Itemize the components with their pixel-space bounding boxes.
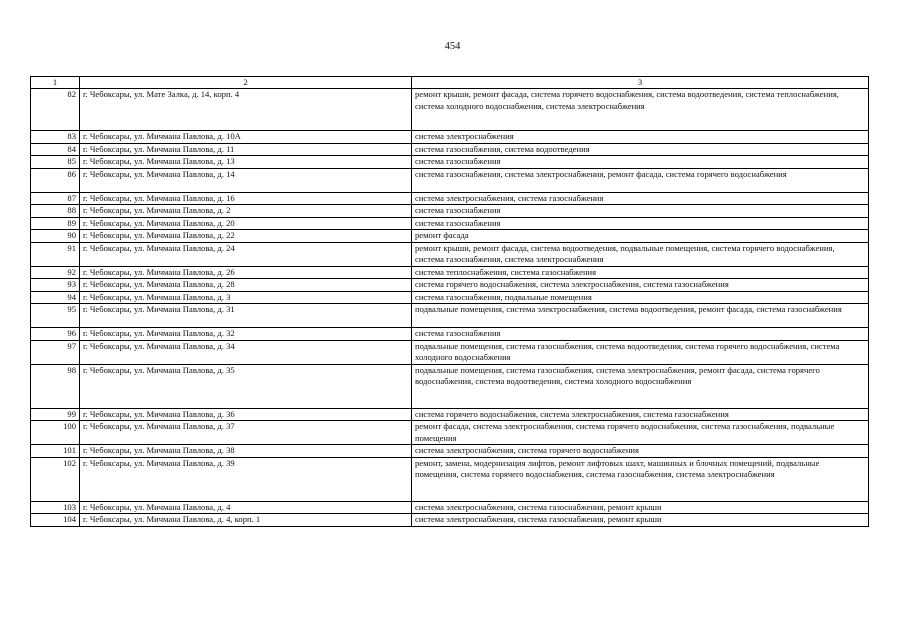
row-number-cell: 83 — [31, 131, 80, 144]
address-cell: г. Чебоксары, ул. Мичмана Павлова, д. 35 — [80, 364, 412, 408]
address-cell: г. Чебоксары, ул. Мичмана Павлова, д. 13 — [80, 156, 412, 169]
table-row — [31, 230, 869, 243]
row-number-cell: 99 — [31, 408, 80, 421]
address-cell: г. Чебоксары, ул. Мичмана Павлова, д. 10А — [80, 131, 412, 144]
works-cell: подвальные помещения, система электроснабжения, система водоотведения, ремонт фасада, система газоснабжения — [412, 304, 869, 328]
column-header-number: 1 — [31, 77, 80, 89]
works-cell: система электроснабжения — [412, 131, 869, 144]
table-row — [31, 242, 869, 266]
works-cell: ремонт крыши, ремонт фасада, система горячего водоснабжения, система водоотведения, система теплоснабжения, система холодного водоснабжения, система электроснабжения — [412, 89, 869, 131]
works-cell: ремонт, замена, модернизация лифтов, ремонт лифтовых шахт, машинных и блочных помещений, подвальные помещения, система горячего водоснабжения, система газоснабжения, система электроснабжения — [412, 457, 869, 501]
row-number-cell: 98 — [31, 364, 80, 408]
row-number-cell: 92 — [31, 266, 80, 279]
works-cell: система теплоснабжения, система газоснабжения — [412, 266, 869, 279]
table-row — [31, 514, 869, 527]
address-cell: г. Чебоксары, ул. Мичмана Павлова, д. 14 — [80, 168, 412, 192]
address-cell: г. Чебоксары, ул. Мате Залка, д. 14, корп. 4 — [80, 89, 412, 131]
row-number-cell: 87 — [31, 192, 80, 205]
row-number-cell: 103 — [31, 501, 80, 514]
works-cell: система газоснабжения, система водоотведения — [412, 143, 869, 156]
address-cell: г. Чебоксары, ул. Мичмана Павлова, д. 32 — [80, 328, 412, 341]
works-cell: ремонт крыши, ремонт фасада, система водоотведения, подвальные помещения, система горячего водоснабжения, система газоснабжения, система электроснабжения — [412, 242, 869, 266]
works-cell: система электроснабжения, система газоснабжения, ремонт крыши — [412, 514, 869, 527]
address-cell: г. Чебоксары, ул. Мичмана Павлова, д. 39 — [80, 457, 412, 501]
table-row — [31, 421, 869, 445]
address-cell: г. Чебоксары, ул. Мичмана Павлова, д. 2 — [80, 205, 412, 218]
table-body — [31, 89, 869, 527]
table-row — [31, 328, 869, 341]
table-row — [31, 266, 869, 279]
works-cell: система газоснабжения, подвальные помещения — [412, 291, 869, 304]
table-row — [31, 156, 869, 169]
works-cell: ремонт фасада — [412, 230, 869, 243]
address-cell: г. Чебоксары, ул. Мичмана Павлова, д. 11 — [80, 143, 412, 156]
address-cell: г. Чебоксары, ул. Мичмана Павлова, д. 22 — [80, 230, 412, 243]
works-cell: ремонт фасада, система электроснабжения, система горячего водоснабжения, система газоснабжения, подвальные помещения — [412, 421, 869, 445]
table-row — [31, 304, 869, 328]
address-cell: г. Чебоксары, ул. Мичмана Павлова, д. 3 — [80, 291, 412, 304]
row-number-cell: 100 — [31, 421, 80, 445]
table-row — [31, 131, 869, 144]
row-number-cell: 82 — [31, 89, 80, 131]
table-row — [31, 192, 869, 205]
table-header-row — [31, 77, 869, 89]
row-number-cell: 86 — [31, 168, 80, 192]
address-cell: г. Чебоксары, ул. Мичмана Павлова, д. 16 — [80, 192, 412, 205]
row-number-cell: 84 — [31, 143, 80, 156]
row-number-cell: 88 — [31, 205, 80, 218]
works-cell: система горячего водоснабжения, система электроснабжения, система газоснабжения — [412, 279, 869, 292]
table-row — [31, 217, 869, 230]
works-cell: подвальные помещения, система газоснабжения, система электроснабжения, ремонт фасада, система горячего водоснабжения, система водоотведения, система холодного водоснабжения — [412, 364, 869, 408]
page-number: 454 — [444, 41, 461, 52]
table-row — [31, 168, 869, 192]
address-cell: г. Чебоксары, ул. Мичмана Павлова, д. 31 — [80, 304, 412, 328]
row-number-cell: 89 — [31, 217, 80, 230]
address-cell: г. Чебоксары, ул. Мичмана Павлова, д. 28 — [80, 279, 412, 292]
address-cell: г. Чебоксары, ул. Мичмана Павлова, д. 4, корп. 1 — [80, 514, 412, 527]
row-number-cell: 85 — [31, 156, 80, 169]
table-row — [31, 501, 869, 514]
column-header-address: 2 — [80, 77, 412, 89]
row-number-cell: 93 — [31, 279, 80, 292]
row-number-cell: 90 — [31, 230, 80, 243]
column-header-works: 3 — [412, 77, 869, 89]
row-number-cell: 94 — [31, 291, 80, 304]
table-row — [31, 279, 869, 292]
address-cell: г. Чебоксары, ул. Мичмана Павлова, д. 38 — [80, 445, 412, 458]
table-row — [31, 291, 869, 304]
address-cell: г. Чебоксары, ул. Мичмана Павлова, д. 37 — [80, 421, 412, 445]
address-cell: г. Чебоксары, ул. Мичмана Павлова, д. 34 — [80, 340, 412, 364]
row-number-cell: 95 — [31, 304, 80, 328]
works-cell: система газоснабжения, система электроснабжения, ремонт фасада, система горячего водоснабжения — [412, 168, 869, 192]
row-number-cell: 104 — [31, 514, 80, 527]
table-row — [31, 457, 869, 501]
table-row — [31, 143, 869, 156]
row-number-cell: 91 — [31, 242, 80, 266]
table-row — [31, 89, 869, 131]
table-row — [31, 445, 869, 458]
row-number-cell: 102 — [31, 457, 80, 501]
row-number-cell: 97 — [31, 340, 80, 364]
table-row — [31, 205, 869, 218]
works-cell: система электроснабжения, система газоснабжения — [412, 192, 869, 205]
works-cell: система газоснабжения — [412, 217, 869, 230]
works-cell: система горячего водоснабжения, система электроснабжения, система газоснабжения — [412, 408, 869, 421]
works-cell: система электроснабжения, система газоснабжения, ремонт крыши — [412, 501, 869, 514]
address-cell: г. Чебоксары, ул. Мичмана Павлова, д. 26 — [80, 266, 412, 279]
address-cell: г. Чебоксары, ул. Мичмана Павлова, д. 20 — [80, 217, 412, 230]
works-cell: подвальные помещения, система газоснабжения, система водоотведения, система горячего водоснабжения, система холодного водоснабжения — [412, 340, 869, 364]
works-cell: система электроснабжения, система горячего водоснабжения — [412, 445, 869, 458]
row-number-cell: 96 — [31, 328, 80, 341]
works-cell: система газоснабжения — [412, 328, 869, 341]
table-row — [31, 340, 869, 364]
table-row — [31, 408, 869, 421]
address-cell: г. Чебоксары, ул. Мичмана Павлова, д. 24 — [80, 242, 412, 266]
table-row — [31, 364, 869, 408]
address-cell: г. Чебоксары, ул. Мичмана Павлова, д. 4 — [80, 501, 412, 514]
works-cell: система газоснабжения — [412, 205, 869, 218]
address-cell: г. Чебоксары, ул. Мичмана Павлова, д. 36 — [80, 408, 412, 421]
row-number-cell: 101 — [31, 445, 80, 458]
buildings-table — [30, 76, 869, 527]
works-cell: система газоснабжения — [412, 156, 869, 169]
